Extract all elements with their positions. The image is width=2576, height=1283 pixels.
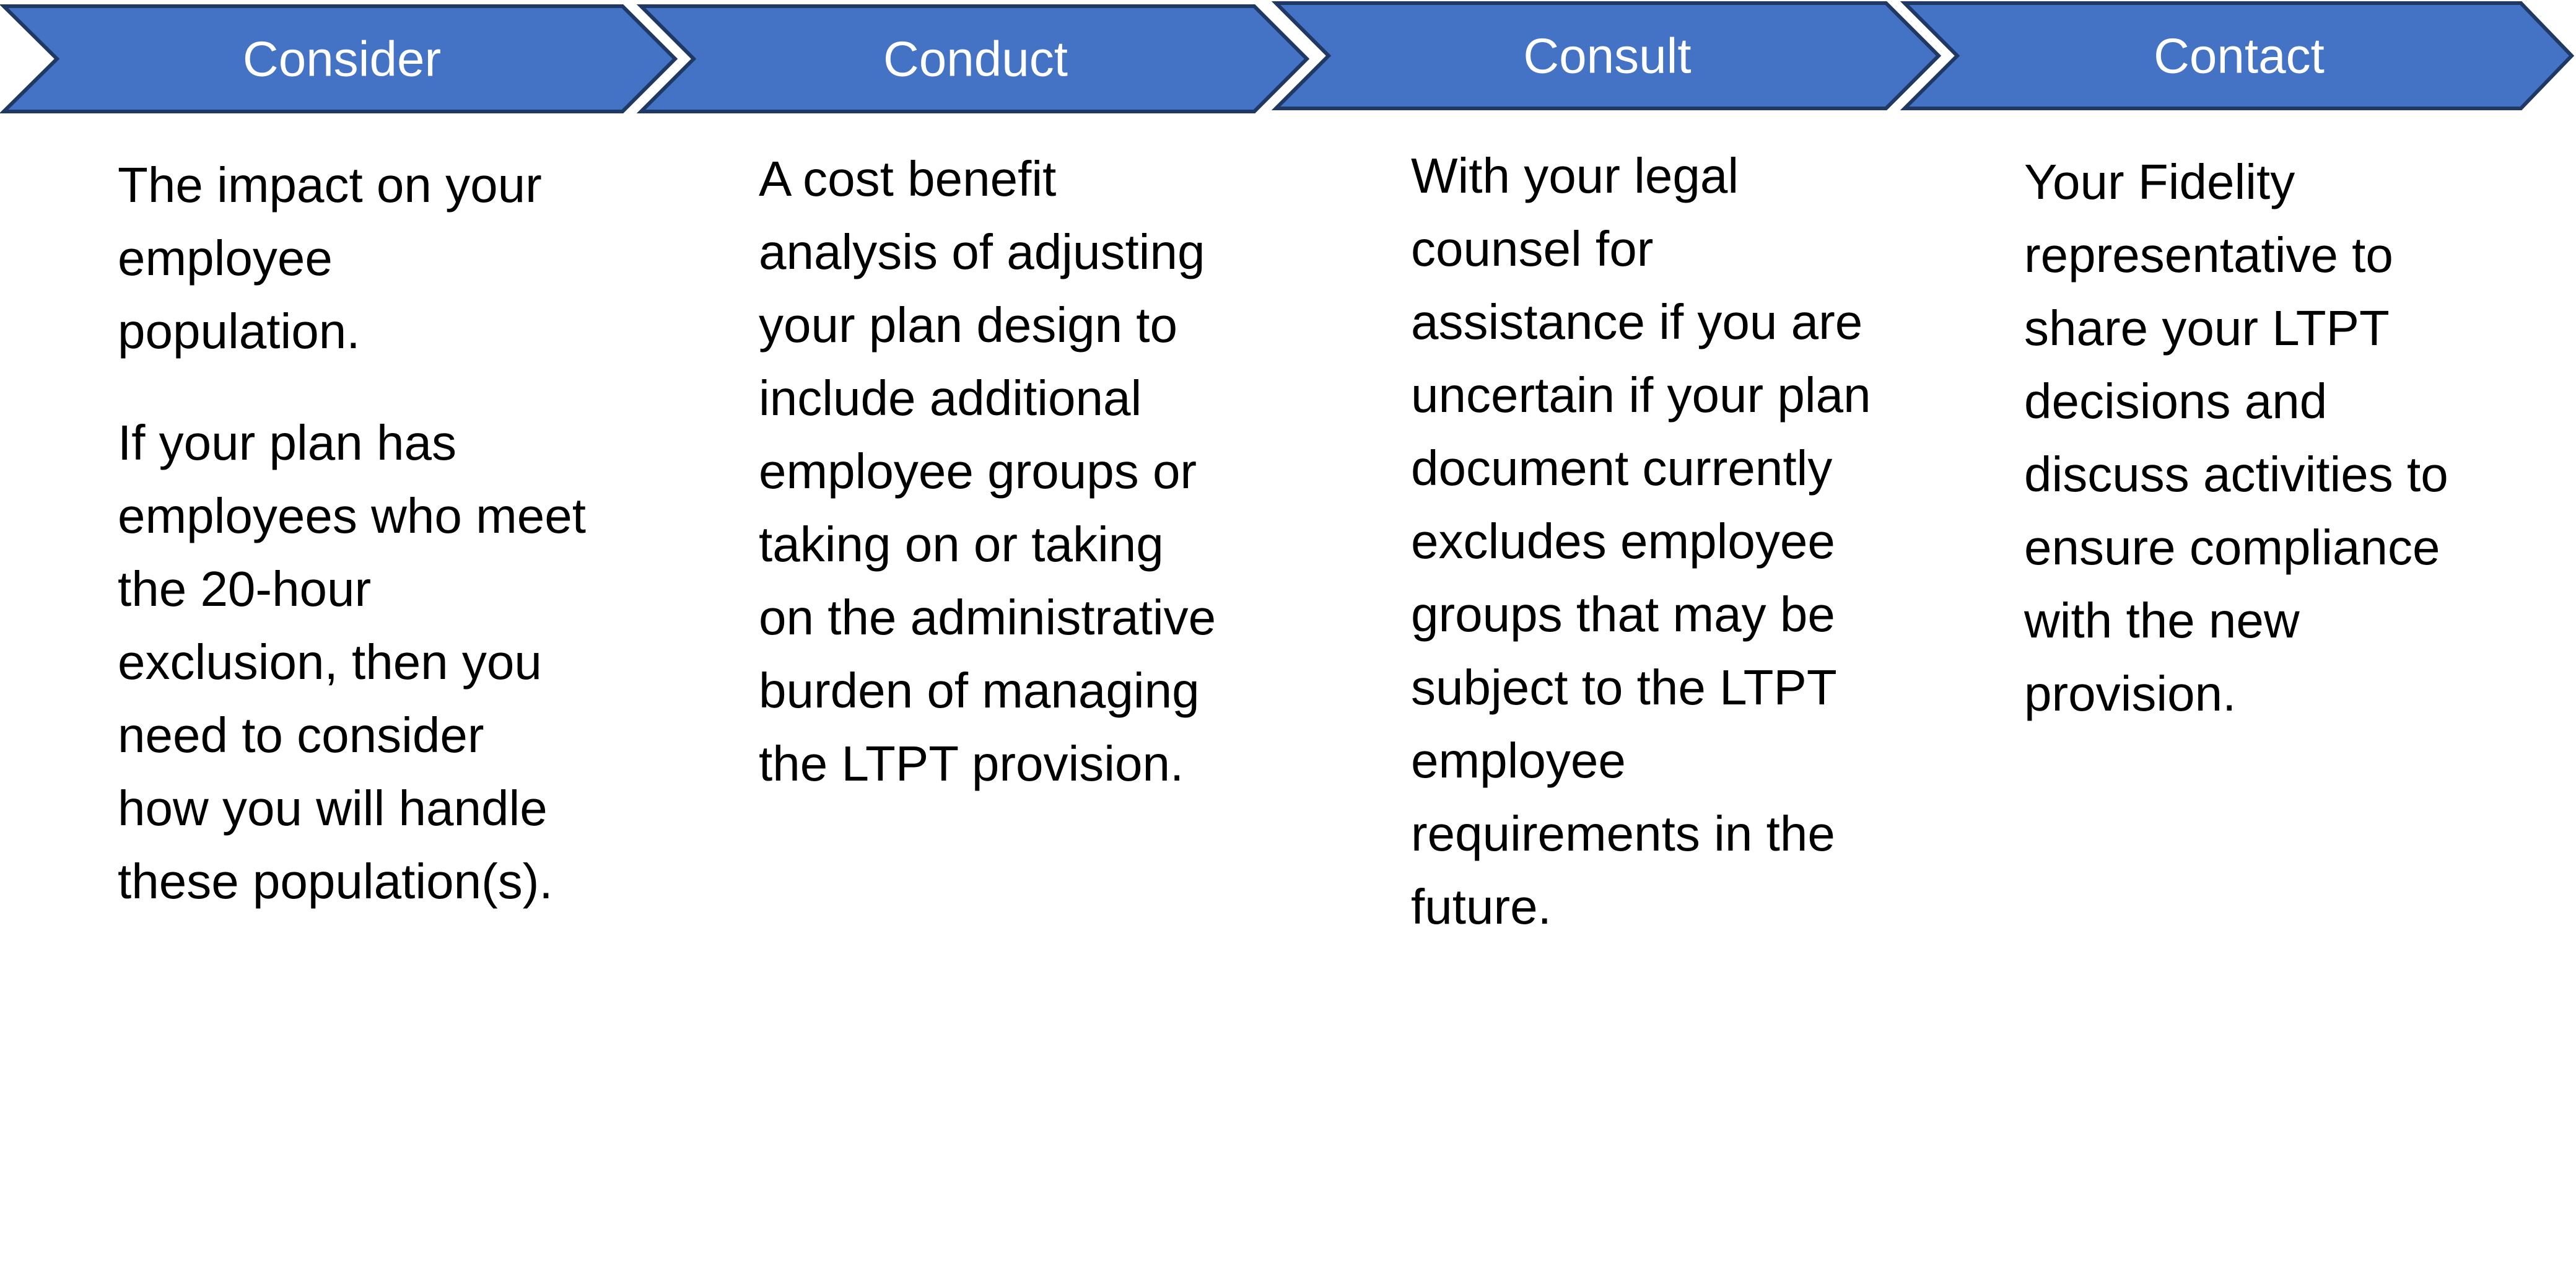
step-description-consider <box>118 149 588 918</box>
chevron-label-contact: Contact <box>2154 28 2325 84</box>
conduct-paragraph-analysis: A cost benefit analysis of adjusting your plan design to include additional employee groups or taking on or taking on the administrative burden of managing the LTPT provision. <box>759 151 1216 791</box>
process-chevron-row <box>0 0 2576 124</box>
step-description-consult <box>1411 139 1882 944</box>
consider-paragraph-impact: The impact on your employee population. <box>118 157 542 359</box>
contact-paragraph-fidelity: Your Fidelity representative to share your LTPT decisions and discuss activities to ensure compliance with the new provision. <box>2024 154 2448 721</box>
chevron-step-consider <box>4 6 675 112</box>
chevron-step-conduct <box>641 6 1307 112</box>
chevron-step-consult <box>1276 3 1939 108</box>
chevron-label-consider: Consider <box>242 31 442 87</box>
step-description-contact <box>2024 146 2495 730</box>
chevron-label-conduct: Conduct <box>883 31 1068 87</box>
chevron-label-consult: Consult <box>1523 28 1692 84</box>
consider-paragraph-exclusion: If your plan has employees who meet the 20-hour exclusion, then you need to consider how you will handle these population(s). <box>118 415 586 909</box>
chevron-step-contact <box>1905 3 2572 108</box>
consult-paragraph-legal: With your legal counsel for assistance if you are uncertain if your plan document currently excludes employee groups that may be subject to the LTPT employee requirements in the future. <box>1411 148 1871 934</box>
step-description-conduct <box>759 142 1229 800</box>
